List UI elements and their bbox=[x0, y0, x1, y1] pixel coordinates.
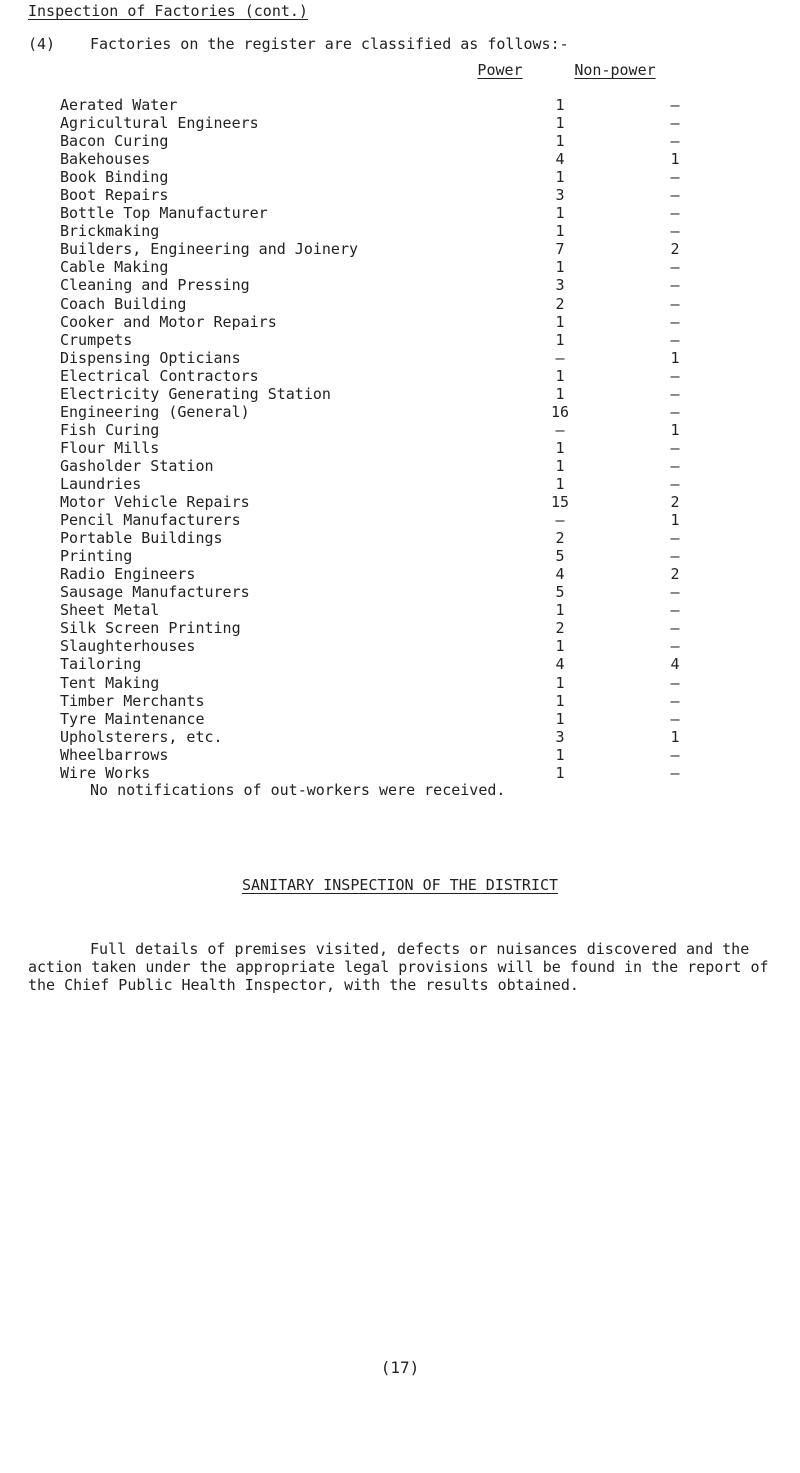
table-row bbox=[60, 168, 760, 186]
factory-type: Motor Vehicle Repairs bbox=[60, 493, 250, 512]
non-power-count: — bbox=[670, 186, 680, 205]
power-count: — bbox=[555, 348, 565, 367]
factory-type: Fish Curing bbox=[60, 420, 160, 439]
non-power-count: — bbox=[670, 366, 680, 385]
power-count: 1 bbox=[555, 330, 565, 349]
table-row bbox=[60, 511, 760, 529]
power-count: 1 bbox=[555, 384, 565, 403]
power-count: 1 bbox=[555, 673, 565, 692]
subsection-intro: Factories on the register are classified as follows:- bbox=[90, 35, 569, 53]
factory-type: Tailoring bbox=[60, 655, 142, 674]
factory-type: Dispensing Opticians bbox=[60, 348, 241, 367]
non-power-count: — bbox=[670, 619, 680, 638]
non-power-count: — bbox=[670, 474, 680, 493]
factory-type: Upholsterers, etc. bbox=[60, 727, 223, 746]
power-count: 1 bbox=[555, 637, 565, 656]
factory-type: Sausage Manufacturers bbox=[60, 583, 250, 602]
table-row bbox=[60, 529, 760, 547]
non-power-count: — bbox=[670, 583, 680, 602]
non-power-count: — bbox=[670, 114, 680, 133]
table-row bbox=[60, 313, 760, 331]
table-row bbox=[60, 565, 760, 583]
non-power-count: — bbox=[670, 384, 680, 403]
factory-type: Laundries bbox=[60, 474, 142, 493]
power-count: 2 bbox=[555, 529, 565, 548]
power-count: 1 bbox=[555, 474, 565, 493]
power-count: 1 bbox=[555, 132, 565, 151]
table-row bbox=[60, 240, 760, 258]
power-count: 1 bbox=[555, 366, 565, 385]
table-row bbox=[60, 150, 760, 168]
paragraph-text: Full details of premises visited, defects or nuisances discovered and the action taken under the appropriate legal provisions will be found in the report of the Chief Public Health Inspector, with the results obtained. bbox=[28, 940, 769, 994]
factory-type: Silk Screen Printing bbox=[60, 619, 241, 638]
table-row bbox=[60, 276, 760, 294]
table-row bbox=[60, 439, 760, 457]
factory-type: Slaughterhouses bbox=[60, 637, 196, 656]
power-count: 16 bbox=[550, 402, 570, 421]
power-count: 2 bbox=[555, 294, 565, 313]
power-count: 5 bbox=[555, 583, 565, 602]
power-count: 1 bbox=[555, 601, 565, 620]
non-power-count: — bbox=[670, 438, 680, 457]
factory-type: Sheet Metal bbox=[60, 601, 160, 620]
non-power-count: 1 bbox=[670, 511, 680, 530]
non-power-count: — bbox=[670, 691, 680, 710]
table-row bbox=[60, 349, 760, 367]
table-row bbox=[60, 547, 760, 565]
non-power-count: — bbox=[670, 402, 680, 421]
factory-type: Boot Repairs bbox=[60, 186, 169, 205]
power-count: 3 bbox=[555, 727, 565, 746]
power-count: 1 bbox=[555, 222, 565, 241]
non-power-count: — bbox=[670, 330, 680, 349]
power-count: 4 bbox=[555, 565, 565, 584]
power-count: 1 bbox=[555, 763, 565, 782]
table-row bbox=[60, 295, 760, 313]
subsection-number: (4) bbox=[28, 35, 56, 53]
table-row bbox=[60, 222, 760, 240]
non-power-count: — bbox=[670, 547, 680, 566]
table-row bbox=[60, 619, 760, 637]
non-power-count: — bbox=[670, 637, 680, 656]
table-row bbox=[60, 258, 760, 276]
power-count: 1 bbox=[555, 438, 565, 457]
non-power-count: — bbox=[670, 222, 680, 241]
factory-type: Book Binding bbox=[60, 168, 169, 187]
table-row bbox=[60, 655, 760, 673]
power-count: 1 bbox=[555, 745, 565, 764]
non-power-count: — bbox=[670, 96, 680, 114]
table-row bbox=[60, 728, 760, 746]
non-power-count: — bbox=[670, 312, 680, 331]
power-count: 7 bbox=[555, 240, 565, 259]
non-power-count: — bbox=[670, 258, 680, 277]
table-row bbox=[60, 114, 760, 132]
factory-type: Gasholder Station bbox=[60, 456, 214, 475]
non-power-count: 2 bbox=[670, 493, 680, 512]
table-row bbox=[60, 385, 760, 403]
non-power-count: — bbox=[670, 168, 680, 187]
factory-type: Coach Building bbox=[60, 294, 187, 313]
page-heading: Inspection of Factories (cont.) bbox=[28, 2, 308, 20]
factory-type: Cleaning and Pressing bbox=[60, 276, 250, 295]
non-power-count: 4 bbox=[670, 655, 680, 674]
power-count: 1 bbox=[555, 168, 565, 187]
non-power-count: 1 bbox=[670, 150, 680, 169]
factory-type: Cable Making bbox=[60, 258, 169, 277]
factory-type: Tent Making bbox=[60, 673, 160, 692]
factory-type: Bacon Curing bbox=[60, 132, 169, 151]
power-count: 2 bbox=[555, 619, 565, 638]
table-row bbox=[60, 710, 760, 728]
power-count: 1 bbox=[555, 709, 565, 728]
power-count: 1 bbox=[555, 258, 565, 277]
power-count: 3 bbox=[555, 186, 565, 205]
non-power-count: — bbox=[670, 204, 680, 223]
power-count: 3 bbox=[555, 276, 565, 295]
factory-type: Radio Engineers bbox=[60, 565, 196, 584]
table-row bbox=[60, 367, 760, 385]
power-count: 1 bbox=[555, 96, 565, 114]
non-power-count: 1 bbox=[670, 348, 680, 367]
non-power-count: — bbox=[670, 745, 680, 764]
factory-type: Engineering (General) bbox=[60, 402, 250, 421]
table-row bbox=[60, 331, 760, 349]
power-count: 15 bbox=[550, 493, 570, 512]
factory-type: Cooker and Motor Repairs bbox=[60, 312, 277, 331]
table-row bbox=[60, 493, 760, 511]
power-count: 1 bbox=[555, 691, 565, 710]
outworkers-note: No notifications of out-workers were received. bbox=[90, 781, 506, 799]
table-row bbox=[60, 204, 760, 222]
power-count: 1 bbox=[555, 204, 565, 223]
non-power-count: 1 bbox=[670, 420, 680, 439]
factory-type: Bottle Top Manufacturer bbox=[60, 204, 268, 223]
factory-type: Bakehouses bbox=[60, 150, 151, 169]
factory-type: Printing bbox=[60, 547, 133, 566]
table-row bbox=[60, 764, 760, 782]
power-count: 1 bbox=[555, 312, 565, 331]
non-power-count: 2 bbox=[670, 240, 680, 259]
non-power-count: — bbox=[670, 132, 680, 151]
non-power-count: — bbox=[670, 673, 680, 692]
factory-type: Portable Buildings bbox=[60, 529, 223, 548]
non-power-count: — bbox=[670, 763, 680, 782]
table-row bbox=[60, 457, 760, 475]
non-power-count: 1 bbox=[670, 727, 680, 746]
power-count: 1 bbox=[555, 456, 565, 475]
table-row bbox=[60, 692, 760, 710]
table-row bbox=[60, 637, 760, 655]
factory-type: Aerated Water bbox=[60, 96, 178, 114]
factory-type: Agricultural Engineers bbox=[60, 114, 259, 133]
table-row bbox=[60, 601, 760, 619]
table-row bbox=[60, 132, 760, 150]
section-title: SANITARY INSPECTION OF THE DISTRICT bbox=[241, 876, 559, 894]
table-row bbox=[60, 421, 760, 439]
power-count: — bbox=[555, 420, 565, 439]
power-count: 4 bbox=[555, 150, 565, 169]
factory-type: Crumpets bbox=[60, 330, 133, 349]
power-count: 4 bbox=[555, 655, 565, 674]
table-row bbox=[60, 403, 760, 421]
factory-type: Flour Mills bbox=[60, 438, 160, 457]
factory-type: Pencil Manufacturers bbox=[60, 511, 241, 530]
body-paragraph bbox=[28, 940, 788, 994]
column-header-non-power: Non-power bbox=[574, 61, 656, 79]
factory-type: Tyre Maintenance bbox=[60, 709, 205, 728]
table-row bbox=[60, 186, 760, 204]
table-row bbox=[60, 475, 760, 493]
column-header-power: Power bbox=[477, 61, 523, 79]
non-power-count: — bbox=[670, 294, 680, 313]
table-row bbox=[60, 96, 760, 114]
factory-type: Wire Works bbox=[60, 763, 151, 782]
power-count: 1 bbox=[555, 114, 565, 133]
power-count: — bbox=[555, 511, 565, 530]
non-power-count: 2 bbox=[670, 565, 680, 584]
page-number: (17) bbox=[380, 1358, 420, 1377]
power-count: 5 bbox=[555, 547, 565, 566]
factory-type: Brickmaking bbox=[60, 222, 160, 241]
non-power-count: — bbox=[670, 601, 680, 620]
table-row bbox=[60, 674, 760, 692]
factory-type: Electrical Contractors bbox=[60, 366, 259, 385]
non-power-count: — bbox=[670, 529, 680, 548]
factory-type: Electricity Generating Station bbox=[60, 384, 331, 403]
factory-type: Wheelbarrows bbox=[60, 745, 169, 764]
non-power-count: — bbox=[670, 709, 680, 728]
non-power-count: — bbox=[670, 456, 680, 475]
table-row bbox=[60, 746, 760, 764]
factory-type: Timber Merchants bbox=[60, 691, 205, 710]
factory-type: Builders, Engineering and Joinery bbox=[60, 240, 359, 259]
table-row bbox=[60, 583, 760, 601]
factory-classification-table bbox=[60, 96, 760, 782]
non-power-count: — bbox=[670, 276, 680, 295]
